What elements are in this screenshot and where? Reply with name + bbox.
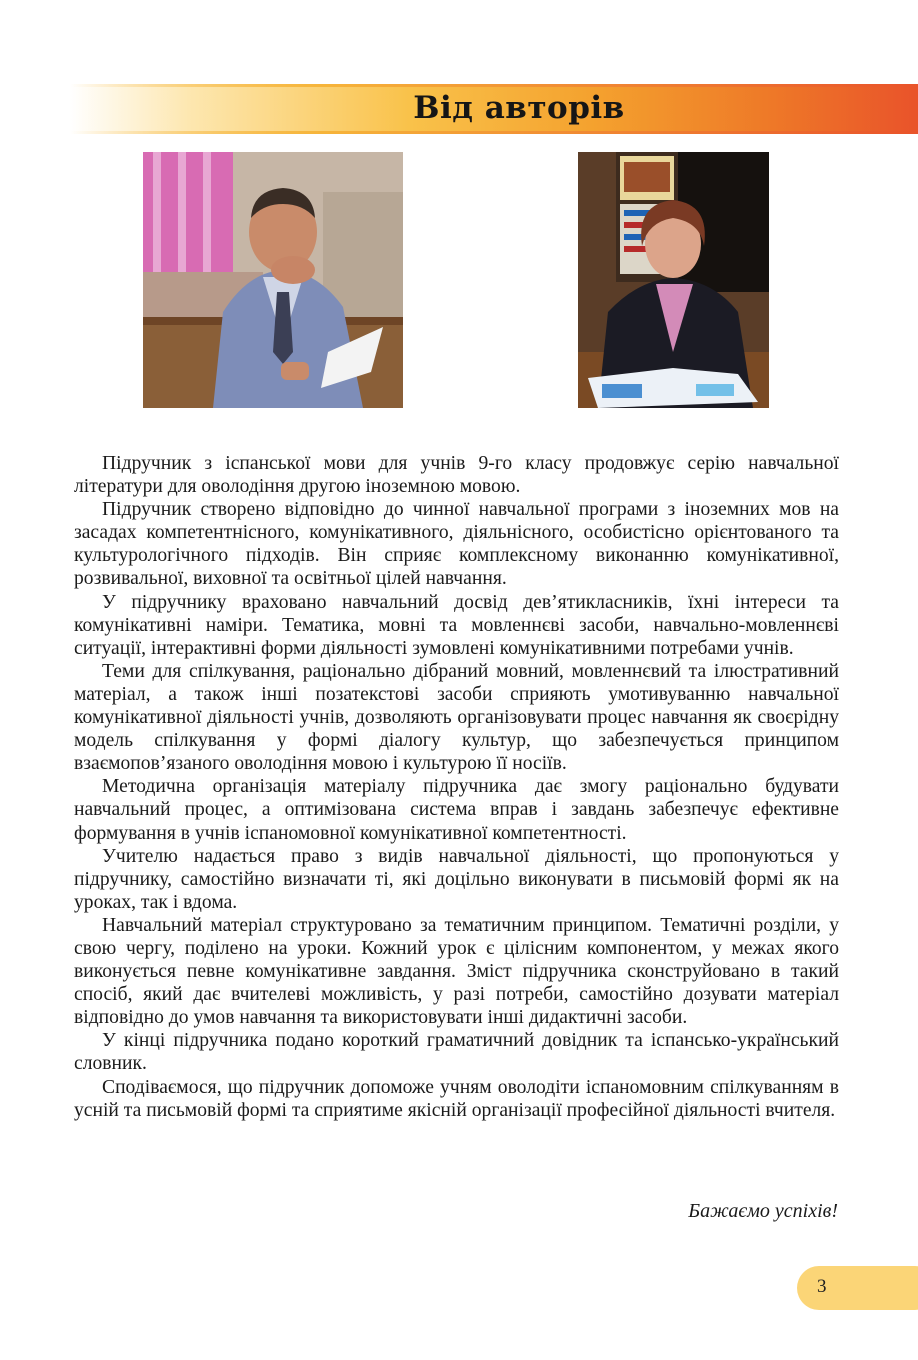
- paragraph: Учителю надається право з видів навчальної діяльності, що пропонуються у підручнику, самостійно визначати ті, які доцільно виконувати в письмовій формі як на уроках, так і вдома.: [74, 845, 839, 913]
- paragraph: Методична організація матеріалу підручника дає змогу раціонально будувати навчальний процес, а оптимізована система вправ і завдань забезпечує ефективне формування в учнів іспаномовної комунікативної компетентності.: [74, 776, 839, 844]
- banner-top-stripe: [70, 84, 918, 87]
- closing-wish: Бажаємо успіхів!: [688, 1200, 838, 1222]
- author-photo-man: [143, 152, 403, 408]
- title-banner: [70, 84, 918, 134]
- paragraph: У кінці підручника подано короткий граматичний довідник та іспансько-український словник.: [74, 1030, 839, 1075]
- paragraph: У підручнику враховано навчальний досвід дев’ятикласників, їхні інтереси та комунікативні наміри. Тематика, мовні та мовленнєві засоби, навчально-мовленнєві ситуації, інтерактивні форми діяльності зумовлені комунікативними потребами учнів.: [74, 591, 839, 659]
- paragraph: Навчальний матеріал структуровано за тематичним принципом. Тематичні розділи, у свою чергу, поділено на уроки. Кожний урок є цілісним компонентом, у межах якого виконується певне комунікативне завдання. Зміст підручника сконструйовано в такий спосіб, який дає вчителеві можливість, у разі потреби, самостійно дозувати матеріал відповідно до умов навчання та використовувати інші дидактичні засоби.: [74, 914, 839, 1029]
- paragraph: Теми для спілкування, раціонально дібраний мовний, мовленнєвий та ілюстративний матеріал, а також інші позатекстові засоби сприяють умотивуванню навчальної комунікативної діяльності учнів, дозволяють організовувати процес навчання як своєрідну модель спілкування у формі діалогу культур, що забезпечується принципом взаємопов’язаного оволодіння мовою і культурою її носіїв.: [74, 660, 839, 775]
- author-photo-woman: [578, 152, 769, 408]
- paragraph: Сподіваємося, що підручник допоможе учням оволодіти іспаномовним спілкуванням в усній та письмовій формі та сприятиме якісній організації професійної діяльності вчителя.: [74, 1076, 839, 1121]
- page-number-tab: [797, 1266, 918, 1310]
- paragraph: Підручник з іспанської мови для учнів 9-го класу продовжує серію навчальної літератури для оволодіння другою іноземною мовою.: [74, 453, 839, 498]
- preface-text: [74, 452, 839, 1122]
- paragraph: Підручник створено відповідно до чинної навчальної програми з іноземних мов на засадах компетентнісного, комунікативного, діяльнісного, особистісно орієнтованого та культурологічного підходів. Він сприяє комплексному виконанню комунікативної, розвивальної, виховної та освітньої цілей навчання.: [74, 499, 839, 590]
- page-title: Від авторів: [413, 90, 625, 126]
- banner-bottom-stripe: [70, 131, 918, 134]
- page-number: 3: [817, 1276, 827, 1297]
